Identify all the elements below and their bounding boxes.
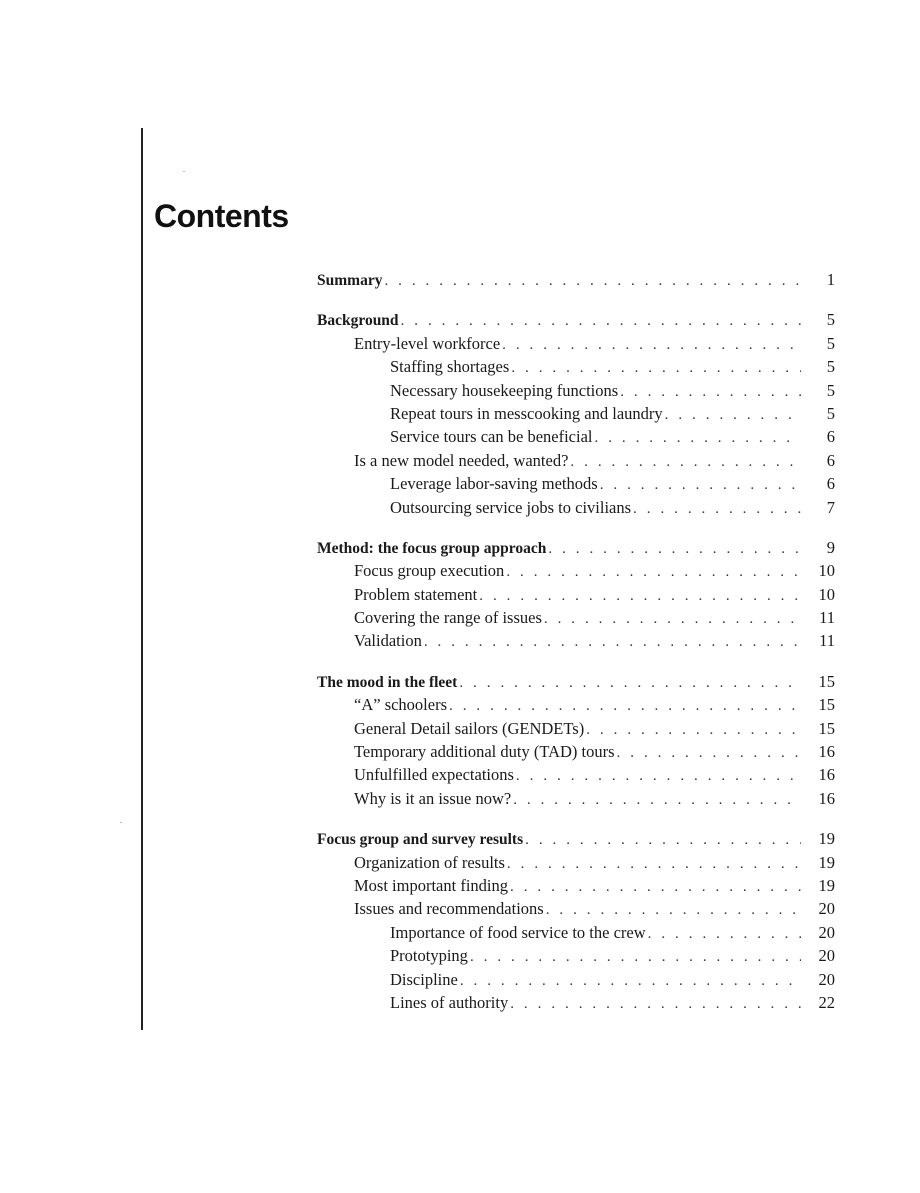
toc-entry-label: Why is it an issue now? <box>354 788 512 808</box>
toc-entry-label: Temporary additional duty (TAD) tours <box>354 742 615 762</box>
toc-entry-page-number: 16 <box>818 742 835 762</box>
dot-leader <box>665 404 801 427</box>
toc-entry-page-number: 5 <box>826 380 835 400</box>
toc-entry-label: Covering the range of issues <box>354 608 542 628</box>
toc-entry[interactable] <box>317 693 835 716</box>
toc-entry-label: The mood in the fleet <box>317 673 458 691</box>
toc-entry-label: Validation <box>354 631 422 651</box>
dot-leader <box>470 946 801 969</box>
scan-speck <box>120 822 122 823</box>
toc-entry[interactable] <box>317 449 835 472</box>
toc-entry-page-number: 19 <box>818 875 835 895</box>
toc-entry[interactable] <box>317 268 835 291</box>
toc-entry-label: Method: the focus group approach <box>317 539 547 557</box>
toc-entry[interactable] <box>317 355 835 378</box>
toc-entry-page-number: 16 <box>818 765 835 785</box>
toc-entry-page-number: 6 <box>826 450 835 470</box>
scan-speck <box>183 171 185 172</box>
toc-entry-label: Focus group execution <box>354 561 505 581</box>
dot-leader <box>633 498 801 521</box>
toc-entry-label: Importance of food service to the crew <box>390 922 646 942</box>
toc-entry[interactable] <box>317 559 835 582</box>
toc-entry[interactable] <box>317 629 835 652</box>
table-of-contents <box>317 268 835 1031</box>
toc-entry-page-number: 5 <box>826 310 835 330</box>
toc-entry-label: Service tours can be beneficial <box>390 427 593 447</box>
toc-entry[interactable] <box>317 763 835 786</box>
dot-leader <box>510 876 801 899</box>
toc-entry[interactable] <box>317 897 835 920</box>
toc-entry-label: Most important finding <box>354 875 508 895</box>
toc-entry[interactable] <box>317 874 835 897</box>
toc-entry-label: Focus group and survey results <box>317 831 524 849</box>
toc-entry-page-number: 19 <box>818 829 835 849</box>
toc-entry-page-number: 5 <box>826 333 835 353</box>
dot-leader <box>516 765 801 788</box>
left-margin-rule <box>141 128 143 1030</box>
toc-entry-page-number: 11 <box>819 608 835 628</box>
toc-entry[interactable] <box>317 496 835 519</box>
toc-entry-label: Organization of results <box>354 852 505 872</box>
dot-leader <box>513 789 801 812</box>
toc-entry-label: Background <box>317 312 399 330</box>
toc-entry[interactable] <box>317 332 835 355</box>
dot-leader <box>617 742 801 765</box>
toc-entry-page-number: 1 <box>826 270 835 289</box>
toc-entry-page-number: 10 <box>818 584 835 604</box>
toc-entry-page-number: 20 <box>818 969 835 989</box>
toc-entry-page-number: 20 <box>818 922 835 942</box>
toc-entry-label: Entry-level workforce <box>354 333 501 353</box>
toc-entry-label: Prototyping <box>390 946 468 966</box>
dot-leader <box>502 334 801 357</box>
toc-entry-label: Repeat tours in messcooking and laundry <box>390 403 663 423</box>
toc-entry-label: Is a new model needed, wanted? <box>354 450 569 470</box>
toc-entry[interactable] <box>317 921 835 944</box>
dot-leader <box>424 631 801 654</box>
dot-leader <box>586 719 801 742</box>
dot-leader <box>511 357 801 380</box>
toc-entry[interactable] <box>317 944 835 967</box>
toc-entry-page-number: 5 <box>826 403 835 423</box>
toc-entry[interactable] <box>317 670 835 693</box>
toc-entry-page-number: 6 <box>826 427 835 447</box>
toc-section <box>317 308 835 519</box>
toc-entry-page-number: 5 <box>826 357 835 377</box>
toc-entry-page-number: 10 <box>818 561 835 581</box>
toc-entry-label: Issues and recommendations <box>354 899 544 919</box>
toc-entry-page-number: 19 <box>818 852 835 872</box>
toc-entry[interactable] <box>317 379 835 402</box>
dot-leader <box>460 970 801 993</box>
toc-entry[interactable] <box>317 583 835 606</box>
toc-entry-label: Summary <box>317 272 383 289</box>
toc-entry-page-number: 16 <box>818 788 835 808</box>
toc-entry[interactable] <box>317 851 835 874</box>
toc-entry-label: Leverage labor-saving methods <box>390 474 598 494</box>
toc-entry-label: Necessary housekeeping functions <box>390 380 619 400</box>
dot-leader <box>548 538 801 561</box>
toc-entry-page-number: 20 <box>818 899 835 919</box>
page-title: Contents <box>154 198 289 234</box>
toc-entry-page-number: 20 <box>818 946 835 966</box>
toc-entry-page-number: 11 <box>819 631 835 651</box>
toc-entry[interactable] <box>317 308 835 331</box>
toc-entry-label: Staffing shortages <box>390 357 510 377</box>
toc-entry[interactable] <box>317 740 835 763</box>
dot-leader <box>525 829 801 852</box>
toc-entry-page-number: 15 <box>818 718 835 738</box>
toc-entry[interactable] <box>317 606 835 629</box>
toc-entry[interactable] <box>317 717 835 740</box>
toc-entry-label: Discipline <box>390 969 458 989</box>
toc-entry[interactable] <box>317 425 835 448</box>
dot-leader <box>459 672 801 695</box>
toc-entry-label: “A” schoolers <box>354 695 448 715</box>
dot-leader <box>546 899 801 922</box>
toc-entry[interactable] <box>317 536 835 559</box>
dot-leader <box>479 585 801 608</box>
toc-entry[interactable] <box>317 472 835 495</box>
dot-leader <box>600 474 801 497</box>
toc-section <box>317 670 835 810</box>
dot-leader <box>401 310 801 333</box>
toc-entry[interactable] <box>317 991 835 1014</box>
dot-leader <box>620 381 801 404</box>
toc-entry[interactable] <box>317 402 835 425</box>
dot-leader <box>510 993 801 1016</box>
toc-entry[interactable] <box>317 968 835 991</box>
toc-entry-page-number: 9 <box>826 537 835 557</box>
dot-leader <box>544 608 801 631</box>
toc-section <box>317 268 835 291</box>
dot-leader <box>449 695 801 718</box>
toc-entry[interactable] <box>317 787 835 810</box>
dot-leader <box>648 923 801 946</box>
dot-leader <box>570 451 801 474</box>
toc-entry[interactable] <box>317 827 835 850</box>
toc-entry-page-number: 15 <box>818 671 835 691</box>
toc-entry-label: Unfulfilled expectations <box>354 765 514 785</box>
dot-leader <box>384 270 801 293</box>
toc-section <box>317 536 835 653</box>
toc-entry-label: Problem statement <box>354 584 478 604</box>
toc-entry-label: General Detail sailors (GENDETs) <box>354 718 585 738</box>
toc-entry-label: Lines of authority <box>390 992 509 1012</box>
dot-leader <box>506 561 801 584</box>
toc-entry-page-number: 22 <box>818 992 835 1012</box>
toc-section <box>317 827 835 1014</box>
toc-entry-page-number: 6 <box>826 474 835 494</box>
toc-entry-page-number: 7 <box>826 497 835 517</box>
dot-leader <box>507 853 801 876</box>
dot-leader <box>595 427 802 450</box>
toc-entry-label: Outsourcing service jobs to civilians <box>390 497 632 517</box>
toc-entry-page-number: 15 <box>818 695 835 715</box>
